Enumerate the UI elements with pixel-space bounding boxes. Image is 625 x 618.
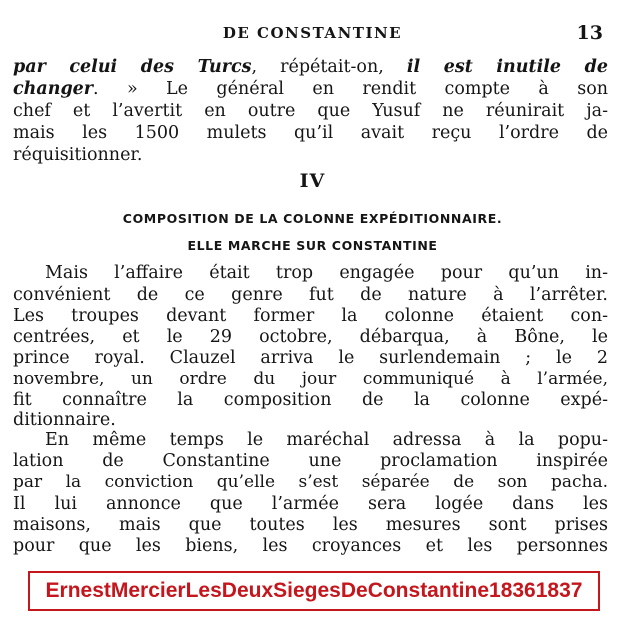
- text-run: réquisitionner.: [13, 145, 143, 165]
- text-line: En même temps le maréchal adressa à la popu-: [45, 430, 608, 450]
- section-number: IV: [299, 170, 326, 192]
- running-title: DE CONSTANTINE: [222, 24, 403, 42]
- text-line: par la conviction qu’elle s’est séparée de son pacha.: [13, 472, 608, 492]
- text-run: mais les 1500 mulets qu’il avait reçu l’ordre de: [13, 123, 608, 143]
- text-line: fit connaître la composition de la colonne expé-: [13, 390, 608, 410]
- chapter-subheading: ELLE MARCHE SUR CONSTANTINE: [187, 238, 438, 253]
- text-line: [13, 144, 608, 166]
- page-number: 13: [576, 22, 603, 44]
- italic-run: changer: [13, 79, 94, 99]
- text-line: [13, 78, 608, 100]
- text-run: . » Le général en rendit compte à son: [93, 79, 608, 99]
- source-caption-box: [28, 571, 600, 611]
- text-line: [13, 100, 608, 122]
- text-line: prince royal. Clauzel arriva le surlendemain ; le 2: [13, 348, 608, 368]
- text-line: Les troupes devant former la colonne étaient con-: [13, 306, 608, 326]
- text-line: convénient de ce genre fut de nature à l’arrêter.: [13, 285, 608, 305]
- text-line: [13, 122, 608, 144]
- text-line: pour que les biens, les croyances et les personnes: [13, 536, 608, 556]
- text-line: novembre, un ordre du jour communiqué à l’armée,: [13, 369, 608, 389]
- text-line: lation de Constantine une proclamation inspirée: [13, 451, 608, 471]
- chapter-heading: COMPOSITION DE LA COLONNE EXPÉDITIONNAIRE.: [122, 211, 503, 226]
- italic-run: il est inutile de: [406, 57, 608, 77]
- text-line: ditionnaire.: [13, 410, 116, 430]
- text-line: Il lui annonce que l’armée sera logée dans les: [13, 494, 608, 514]
- text-run: , répétait-on,: [251, 57, 407, 77]
- running-head: [0, 22, 625, 44]
- text-line: [13, 56, 608, 78]
- text-run: chef et l’avertit en outre que Yusuf ne réunirait ja-: [13, 101, 608, 121]
- text-line: centrées, et le 29 octobre, débarqua, à Bône, le: [13, 327, 608, 347]
- text-line: Mais l’affaire était trop engagée pour qu’un in-: [45, 263, 608, 283]
- text-line: maisons, mais que toutes les mesures sont prises: [13, 515, 608, 535]
- italic-run: par celui des Turcs: [13, 57, 252, 77]
- source-caption: ErnestMercierLesDeuxSiegesDeConstantine18361837: [45, 579, 583, 602]
